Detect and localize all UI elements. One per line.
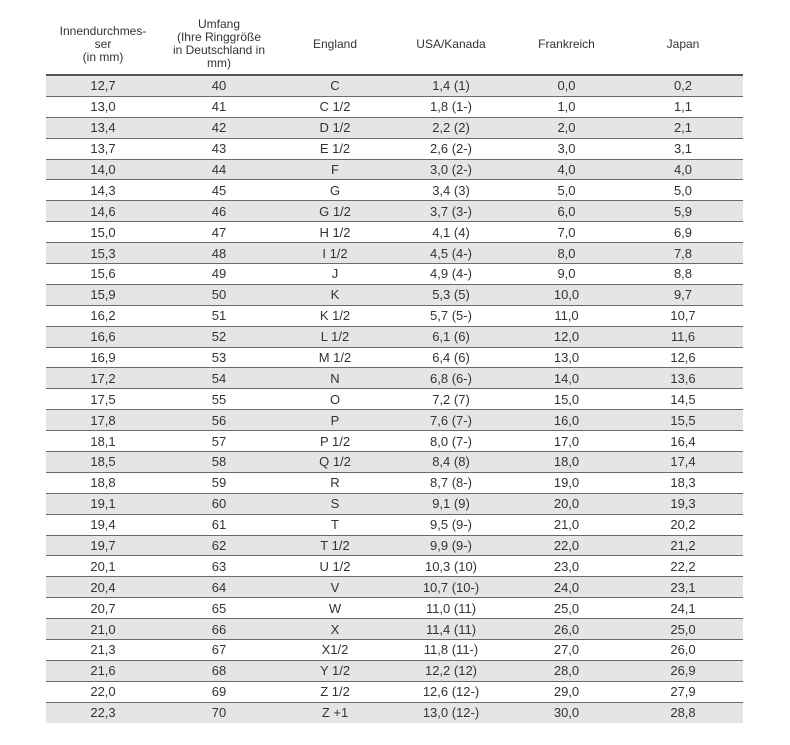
- cell-france: 25,0: [510, 598, 623, 619]
- cell-inner-diameter: 20,1: [46, 556, 160, 577]
- cell-circumference: 45: [160, 180, 278, 201]
- table-row: [46, 117, 743, 138]
- cell-japan: 16,4: [623, 431, 743, 452]
- cell-usa-canada: 6,1 (6): [392, 326, 510, 347]
- cell-usa-canada: 11,0 (11): [392, 598, 510, 619]
- cell-circumference: 47: [160, 222, 278, 243]
- cell-circumference: 68: [160, 660, 278, 681]
- cell-inner-diameter: 16,6: [46, 326, 160, 347]
- cell-inner-diameter: 14,3: [46, 180, 160, 201]
- cell-usa-canada: 12,6 (12-): [392, 681, 510, 702]
- cell-england: R: [278, 472, 392, 493]
- table-row: [46, 201, 743, 222]
- cell-inner-diameter: 18,8: [46, 472, 160, 493]
- cell-inner-diameter: 21,0: [46, 619, 160, 640]
- cell-england: X: [278, 619, 392, 640]
- header-usa-canada: [392, 14, 510, 75]
- cell-usa-canada: 4,9 (4-): [392, 264, 510, 285]
- cell-inner-diameter: 19,4: [46, 514, 160, 535]
- table-row: [46, 452, 743, 473]
- table-row: [46, 535, 743, 556]
- cell-usa-canada: 2,6 (2-): [392, 138, 510, 159]
- cell-usa-canada: 6,8 (6-): [392, 368, 510, 389]
- table-row: [46, 514, 743, 535]
- cell-england: E 1/2: [278, 138, 392, 159]
- cell-england: Q 1/2: [278, 452, 392, 473]
- cell-france: 8,0: [510, 243, 623, 264]
- cell-usa-canada: 11,4 (11): [392, 619, 510, 640]
- cell-france: 0,0: [510, 75, 623, 96]
- cell-england: T 1/2: [278, 535, 392, 556]
- cell-circumference: 53: [160, 347, 278, 368]
- cell-inner-diameter: 13,0: [46, 96, 160, 117]
- cell-circumference: 69: [160, 681, 278, 702]
- table-row: [46, 556, 743, 577]
- cell-france: 29,0: [510, 681, 623, 702]
- cell-circumference: 46: [160, 201, 278, 222]
- header-line: in Deutschland in: [172, 43, 266, 57]
- cell-japan: 14,5: [623, 389, 743, 410]
- cell-usa-canada: 10,3 (10): [392, 556, 510, 577]
- header-line: (Ihre Ringgröße: [176, 30, 262, 44]
- cell-inner-diameter: 17,8: [46, 410, 160, 431]
- cell-inner-diameter: 12,7: [46, 75, 160, 96]
- cell-japan: 18,3: [623, 472, 743, 493]
- table-row: [46, 640, 743, 661]
- cell-japan: 8,8: [623, 264, 743, 285]
- cell-france: 18,0: [510, 452, 623, 473]
- header-line: (in mm): [82, 49, 124, 64]
- table-row: [46, 431, 743, 452]
- table-row: [46, 472, 743, 493]
- cell-england: C 1/2: [278, 96, 392, 117]
- cell-circumference: 63: [160, 556, 278, 577]
- cell-inner-diameter: 21,3: [46, 640, 160, 661]
- cell-usa-canada: 1,8 (1-): [392, 96, 510, 117]
- cell-england: T: [278, 514, 392, 535]
- cell-france: 20,0: [510, 493, 623, 514]
- cell-france: 12,0: [510, 326, 623, 347]
- cell-japan: 6,9: [623, 222, 743, 243]
- cell-england: G: [278, 180, 392, 201]
- cell-inner-diameter: 17,5: [46, 389, 160, 410]
- table-row: [46, 284, 743, 305]
- header-japan: [623, 14, 743, 75]
- cell-inner-diameter: 18,5: [46, 452, 160, 473]
- cell-inner-diameter: 19,7: [46, 535, 160, 556]
- cell-france: 14,0: [510, 368, 623, 389]
- header-line: USA/Kanada: [416, 36, 486, 51]
- cell-japan: 24,1: [623, 598, 743, 619]
- cell-inner-diameter: 15,0: [46, 222, 160, 243]
- cell-england: M 1/2: [278, 347, 392, 368]
- cell-circumference: 65: [160, 598, 278, 619]
- cell-france: 5,0: [510, 180, 623, 201]
- cell-england: K 1/2: [278, 305, 392, 326]
- cell-england: G 1/2: [278, 201, 392, 222]
- cell-japan: 11,6: [623, 326, 743, 347]
- cell-france: 4,0: [510, 159, 623, 180]
- cell-japan: 2,1: [623, 117, 743, 138]
- table-row: [46, 96, 743, 117]
- cell-japan: 27,9: [623, 681, 743, 702]
- cell-france: 3,0: [510, 138, 623, 159]
- cell-inner-diameter: 20,4: [46, 577, 160, 598]
- cell-circumference: 58: [160, 452, 278, 473]
- table-body: [46, 75, 743, 723]
- cell-france: 15,0: [510, 389, 623, 410]
- table-row: [46, 243, 743, 264]
- cell-england: C: [278, 75, 392, 96]
- cell-usa-canada: 11,8 (11-): [392, 640, 510, 661]
- cell-france: 26,0: [510, 619, 623, 640]
- cell-inner-diameter: 13,7: [46, 138, 160, 159]
- cell-england: S: [278, 493, 392, 514]
- cell-circumference: 52: [160, 326, 278, 347]
- header-line: Frankreich: [538, 36, 595, 51]
- ring-size-table: [46, 14, 743, 723]
- cell-japan: 4,0: [623, 159, 743, 180]
- cell-japan: 20,2: [623, 514, 743, 535]
- cell-japan: 7,8: [623, 243, 743, 264]
- cell-inner-diameter: 16,9: [46, 347, 160, 368]
- table-row: [46, 75, 743, 96]
- cell-japan: 13,6: [623, 368, 743, 389]
- cell-france: 19,0: [510, 472, 623, 493]
- cell-england: P 1/2: [278, 431, 392, 452]
- cell-france: 9,0: [510, 264, 623, 285]
- cell-england: O: [278, 389, 392, 410]
- cell-japan: 21,2: [623, 535, 743, 556]
- cell-france: 27,0: [510, 640, 623, 661]
- cell-france: 30,0: [510, 702, 623, 722]
- table-row: [46, 159, 743, 180]
- table-row: [46, 368, 743, 389]
- cell-japan: 0,2: [623, 75, 743, 96]
- cell-usa-canada: 8,0 (7-): [392, 431, 510, 452]
- cell-usa-canada: 4,1 (4): [392, 222, 510, 243]
- cell-england: X1/2: [278, 640, 392, 661]
- cell-circumference: 61: [160, 514, 278, 535]
- cell-japan: 10,7: [623, 305, 743, 326]
- cell-usa-canada: 1,4 (1): [392, 75, 510, 96]
- cell-england: K: [278, 284, 392, 305]
- cell-england: P: [278, 410, 392, 431]
- cell-circumference: 44: [160, 159, 278, 180]
- cell-circumference: 49: [160, 264, 278, 285]
- cell-france: 21,0: [510, 514, 623, 535]
- header-circumference: [160, 14, 278, 75]
- cell-inner-diameter: 22,0: [46, 681, 160, 702]
- cell-france: 11,0: [510, 305, 623, 326]
- table-row: [46, 389, 743, 410]
- cell-circumference: 59: [160, 472, 278, 493]
- table-row: [46, 264, 743, 285]
- cell-japan: 17,4: [623, 452, 743, 473]
- cell-inner-diameter: 17,2: [46, 368, 160, 389]
- table-row: [46, 138, 743, 159]
- cell-circumference: 42: [160, 117, 278, 138]
- cell-japan: 26,0: [623, 640, 743, 661]
- cell-circumference: 50: [160, 284, 278, 305]
- cell-england: J: [278, 264, 392, 285]
- table-header: [46, 14, 743, 75]
- cell-japan: 22,2: [623, 556, 743, 577]
- cell-japan: 1,1: [623, 96, 743, 117]
- cell-england: H 1/2: [278, 222, 392, 243]
- header-line: ser: [94, 36, 112, 51]
- cell-england: Z 1/2: [278, 681, 392, 702]
- cell-inner-diameter: 15,6: [46, 264, 160, 285]
- cell-england: F: [278, 159, 392, 180]
- cell-japan: 12,6: [623, 347, 743, 368]
- cell-usa-canada: 4,5 (4-): [392, 243, 510, 264]
- cell-usa-canada: 2,2 (2): [392, 117, 510, 138]
- cell-circumference: 40: [160, 75, 278, 96]
- cell-inner-diameter: 18,1: [46, 431, 160, 452]
- cell-england: W: [278, 598, 392, 619]
- cell-japan: 23,1: [623, 577, 743, 598]
- table-row: [46, 326, 743, 347]
- cell-circumference: 56: [160, 410, 278, 431]
- cell-england: I 1/2: [278, 243, 392, 264]
- table-row: [46, 305, 743, 326]
- cell-usa-canada: 6,4 (6): [392, 347, 510, 368]
- table-row: [46, 347, 743, 368]
- header-inner-diameter: [46, 14, 160, 75]
- cell-usa-canada: 12,2 (12): [392, 660, 510, 681]
- cell-circumference: 66: [160, 619, 278, 640]
- header-france: [510, 14, 623, 75]
- cell-circumference: 67: [160, 640, 278, 661]
- cell-usa-canada: 3,0 (2-): [392, 159, 510, 180]
- header-line: Umfang: [197, 17, 241, 31]
- header-line: Innendurchmes-: [59, 23, 147, 38]
- cell-japan: 26,9: [623, 660, 743, 681]
- cell-france: 6,0: [510, 201, 623, 222]
- table-row: [46, 493, 743, 514]
- cell-circumference: 62: [160, 535, 278, 556]
- cell-france: 13,0: [510, 347, 623, 368]
- cell-france: 17,0: [510, 431, 623, 452]
- cell-inner-diameter: 20,7: [46, 598, 160, 619]
- header-line: England: [312, 36, 358, 51]
- cell-england: Y 1/2: [278, 660, 392, 681]
- cell-japan: 5,0: [623, 180, 743, 201]
- cell-japan: 15,5: [623, 410, 743, 431]
- cell-circumference: 54: [160, 368, 278, 389]
- table-row: [46, 660, 743, 681]
- cell-england: L 1/2: [278, 326, 392, 347]
- cell-circumference: 60: [160, 493, 278, 514]
- cell-circumference: 57: [160, 431, 278, 452]
- cell-usa-canada: 8,7 (8-): [392, 472, 510, 493]
- cell-france: 7,0: [510, 222, 623, 243]
- cell-japan: 25,0: [623, 619, 743, 640]
- header-line: mm): [207, 56, 231, 70]
- header-line: Japan: [666, 36, 700, 51]
- header-row: [46, 14, 743, 75]
- cell-usa-canada: 8,4 (8): [392, 452, 510, 473]
- cell-inner-diameter: 14,6: [46, 201, 160, 222]
- cell-france: 24,0: [510, 577, 623, 598]
- cell-usa-canada: 13,0 (12-): [392, 702, 510, 722]
- cell-usa-canada: 7,2 (7): [392, 389, 510, 410]
- cell-england: Z +1: [278, 702, 392, 722]
- table-row: [46, 681, 743, 702]
- cell-circumference: 48: [160, 243, 278, 264]
- cell-usa-canada: 5,7 (5-): [392, 305, 510, 326]
- table-row: [46, 180, 743, 201]
- table-row: [46, 577, 743, 598]
- cell-inner-diameter: 14,0: [46, 159, 160, 180]
- cell-japan: 19,3: [623, 493, 743, 514]
- cell-england: U 1/2: [278, 556, 392, 577]
- cell-france: 2,0: [510, 117, 623, 138]
- cell-usa-canada: 9,5 (9-): [392, 514, 510, 535]
- cell-inner-diameter: 13,4: [46, 117, 160, 138]
- table-row: [46, 410, 743, 431]
- cell-usa-canada: 9,1 (9): [392, 493, 510, 514]
- cell-inner-diameter: 15,3: [46, 243, 160, 264]
- cell-inner-diameter: 16,2: [46, 305, 160, 326]
- cell-circumference: 43: [160, 138, 278, 159]
- cell-england: D 1/2: [278, 117, 392, 138]
- cell-japan: 5,9: [623, 201, 743, 222]
- table-row: [46, 598, 743, 619]
- cell-circumference: 70: [160, 702, 278, 722]
- cell-france: 1,0: [510, 96, 623, 117]
- cell-france: 16,0: [510, 410, 623, 431]
- cell-japan: 3,1: [623, 138, 743, 159]
- cell-circumference: 51: [160, 305, 278, 326]
- cell-circumference: 64: [160, 577, 278, 598]
- cell-inner-diameter: 21,6: [46, 660, 160, 681]
- cell-france: 23,0: [510, 556, 623, 577]
- cell-england: N: [278, 368, 392, 389]
- cell-usa-canada: 3,7 (3-): [392, 201, 510, 222]
- header-england: [278, 14, 392, 75]
- cell-inner-diameter: 15,9: [46, 284, 160, 305]
- cell-japan: 28,8: [623, 702, 743, 722]
- cell-inner-diameter: 19,1: [46, 493, 160, 514]
- cell-england: V: [278, 577, 392, 598]
- cell-usa-canada: 9,9 (9-): [392, 535, 510, 556]
- cell-france: 10,0: [510, 284, 623, 305]
- cell-france: 22,0: [510, 535, 623, 556]
- cell-japan: 9,7: [623, 284, 743, 305]
- cell-france: 28,0: [510, 660, 623, 681]
- cell-circumference: 55: [160, 389, 278, 410]
- cell-circumference: 41: [160, 96, 278, 117]
- cell-usa-canada: 3,4 (3): [392, 180, 510, 201]
- cell-usa-canada: 5,3 (5): [392, 284, 510, 305]
- table-row: [46, 702, 743, 722]
- cell-inner-diameter: 22,3: [46, 702, 160, 722]
- cell-usa-canada: 10,7 (10-): [392, 577, 510, 598]
- table-row: [46, 222, 743, 243]
- cell-usa-canada: 7,6 (7-): [392, 410, 510, 431]
- table-row: [46, 619, 743, 640]
